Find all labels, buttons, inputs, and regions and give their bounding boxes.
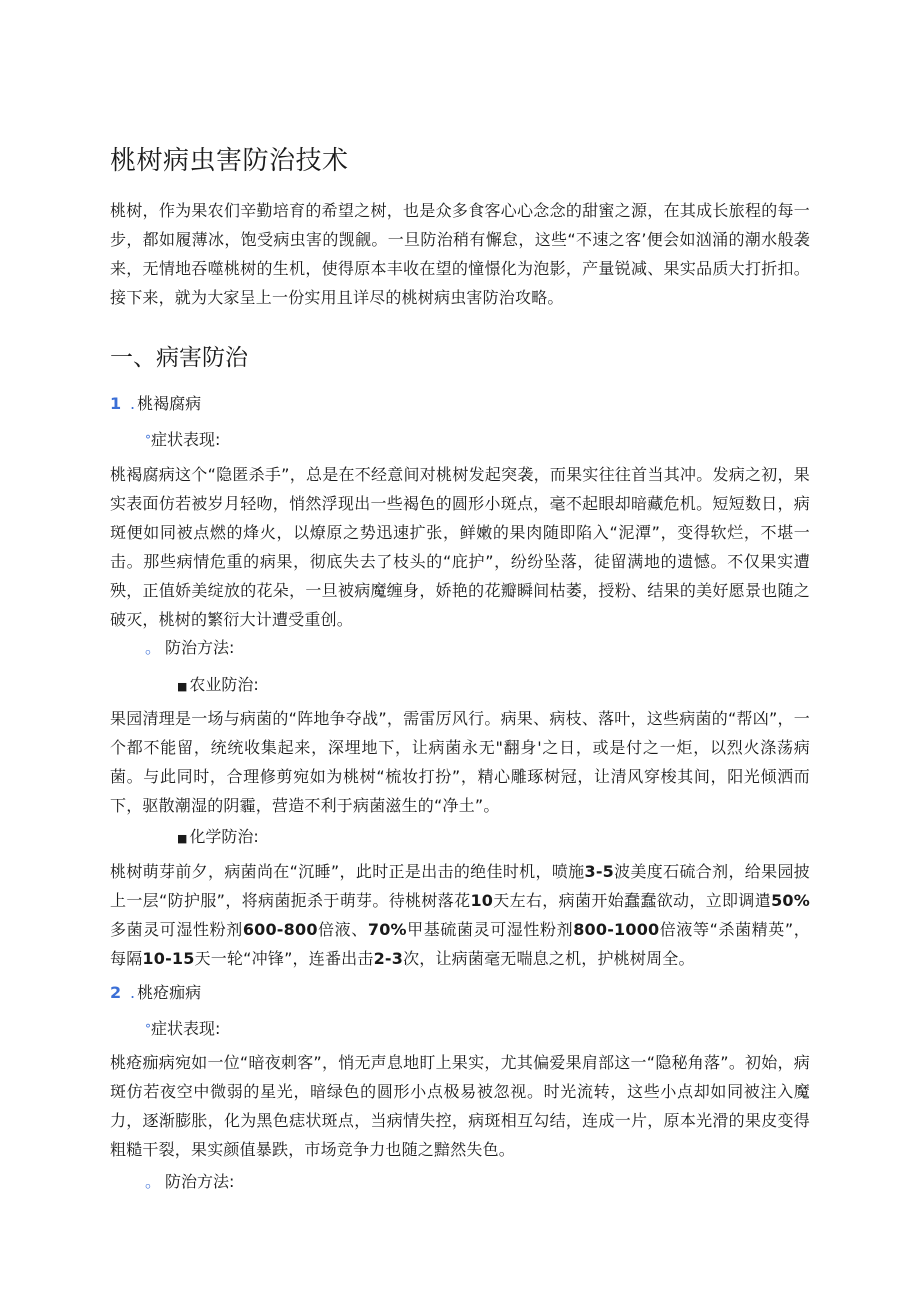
disease-1-chem-text: 桃树萌芽前夕，病菌尚在“沉睡”，此时正是出击的绝佳时机，喷施3-5波美度石硫合剂，给果园披上一层“防护服”，将病菌扼杀于萌芽。待桃树落花10天左右，病菌开始蠢蠢欲动，立即调遣50%多菌灵可湿性粉剂600-800倍液、70%甲基硫菌灵可湿性粉剂800-1000倍液等“杀菌精英”，每隔10-15天一轮“冲锋”，连番出击2-3次，让病菌毫无喘息之机，护桃树周全。 — [110, 862, 810, 968]
bullet-circle-icon: 。 — [145, 1172, 162, 1191]
disease-1-symptom-label: °症状表现: — [145, 430, 221, 449]
disease-2-method-label: 。 防治方法: — [145, 1172, 235, 1191]
disease-2-number: 2 — [110, 983, 122, 1002]
page-title: 桃树病虫害防治技术 — [110, 146, 349, 176]
intro-paragraph: 桃树，作为果农们辛勤培育的希望之树，也是众多食客心心念念的甜蜜之源，在其成长旅程的每一步，都如履薄冰，饱受病虫害的觊觎。一旦防治稍有懈怠，这些“不速之客’便会如汹涌的潮水般袭来，无情地吞噬桃树的生机，使得原本丰收在望的憧憬化为泡影，产量锐减、果实品质大打折扣。接下来，就为大家呈上一份实用且详尽的桃树病虫害防治攻略。 — [110, 201, 810, 307]
bullet-square-icon: ■ — [177, 832, 188, 845]
disease-1-agri-label: ■ 农业防治: — [177, 675, 259, 694]
disease-2-symptom-label: °症状表现: — [145, 1019, 221, 1038]
bullet-mark-icon: ° — [145, 433, 151, 447]
section-heading-disease-control: 一、病害防治 — [110, 345, 248, 371]
disease-2-symptom-text: 桃疮痂病宛如一位“暗夜刺客”，悄无声息地盯上果实，尤其偏爱果肩部这一“隐秘角落”。初始，病斑仿若夜空中微弱的星光，暗绿色的圆形小点极易被忽视。时光流转，这些小点却如同被注入魔力，逐渐膨胀，化为黑色痣状斑点，当病情失控，病斑相互勾结，连成一片，原本光滑的果皮变得粗糙干裂，果实颜值暴跌，市场竞争力也随之黯然失色。 — [110, 1053, 810, 1159]
bullet-circle-icon: 。 — [145, 638, 162, 657]
disease-2-heading — [110, 982, 201, 1004]
bullet-square-icon: ■ — [177, 680, 188, 693]
disease-1-heading — [110, 393, 201, 415]
disease-2-name: 桃疮痂病 — [137, 983, 202, 1002]
disease-1-chem-label: ■ 化学防治: — [177, 827, 259, 846]
disease-1-name: 桃褐腐病 — [137, 394, 202, 413]
disease-1-number: 1 — [110, 394, 122, 413]
bullet-mark-icon: ° — [145, 1022, 151, 1036]
list-dot-icon: . — [130, 983, 136, 1002]
disease-1-method-label: 。 防治方法: — [145, 638, 235, 657]
disease-1-agri-text: 果园清理是一场与病菌的“阵地争夺战”，需雷厉风行。病果、病枝、落叶，这些病菌的“帮凶”，一个都不能留，统统收集起来，深埋地下，让病菌永无"翻身'之日，或是付之一炬，以烈火涤荡病菌。与此同时，合理修剪宛如为桃树“梳妆打扮”，精心雕琢树冠，让清风穿梭其间，阳光倾洒而下，驱散潮湿的阴霾，营造不利于病菌滋生的“净土”。 — [110, 709, 810, 815]
list-dot-icon: . — [130, 394, 136, 413]
disease-1-symptom-text: 桃褐腐病这个“隐匿杀手”，总是在不经意间对桃树发起突袭，而果实往往首当其冲。发病之初，果实表面仿若被岁月轻吻，悄然浮现出一些褐色的圆形小斑点，毫不起眼却暗藏危机。短短数日，病斑便如同被点燃的烽火，以燎原之势迅速扩张，鲜嫩的果肉随即陷入“泥潭”，变得软烂，不堪一击。那些病情危重的病果，彻底失去了枝头的“庇护”，纷纷坠落，徒留满地的遗憾。不仅果实遭殃，正值娇美绽放的花朵，一旦被病魔缠身，娇艳的花瓣瞬间枯萎，授粉、结果的美好愿景也随之破灭，桃树的繁衍大计遭受重创。 — [110, 465, 810, 629]
